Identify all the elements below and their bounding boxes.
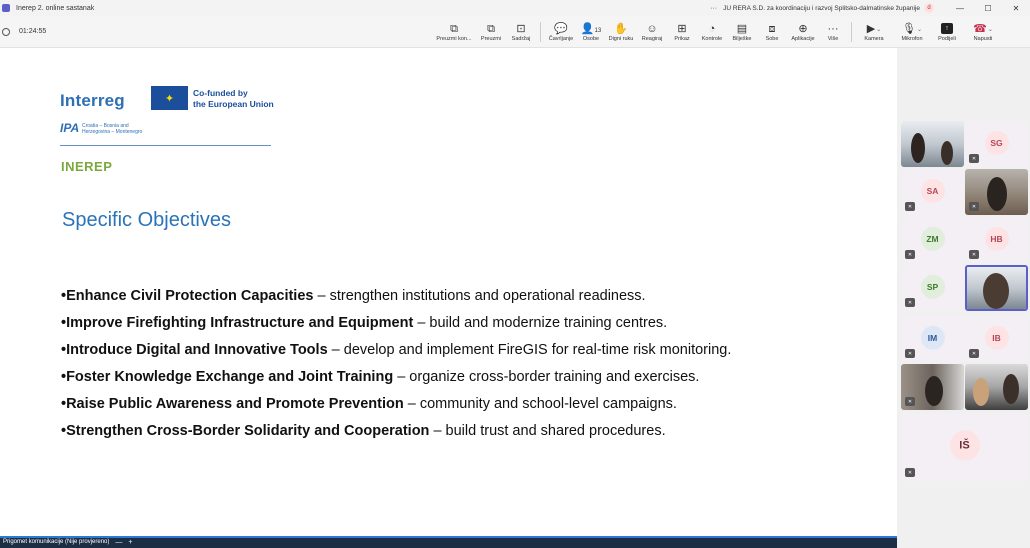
button-label: Više <box>827 35 839 42</box>
chat-icon: 💬 <box>554 22 568 35</box>
mic-muted-icon: ✕ <box>969 349 979 358</box>
user-avatar[interactable]: d <box>924 3 934 13</box>
hang-up-icon: ☎ <box>973 22 987 35</box>
sharing-bar <box>0 536 897 548</box>
chevron-down-icon[interactable]: ⌄ <box>987 26 993 33</box>
maximize-button[interactable]: ☐ <box>984 3 992 13</box>
button-label: Osobe <box>582 35 600 42</box>
notes-icon: ▤ <box>736 22 748 35</box>
button-label: Preuzmi <box>480 35 502 42</box>
chevron-down-icon[interactable]: ⌄ <box>876 26 882 33</box>
participant-video <box>941 141 953 165</box>
mic-muted-icon: ✕ <box>905 298 915 307</box>
participant-video <box>987 177 1007 211</box>
button-label: Mikrofon <box>901 35 923 42</box>
take-control-button[interactable] <box>432 17 476 47</box>
mic-muted-icon: ✕ <box>905 397 915 406</box>
avatar: ZM <box>921 227 945 251</box>
apps-button[interactable] <box>787 17 819 47</box>
close-button[interactable]: ✕ <box>1012 3 1020 13</box>
avatar: SG <box>985 131 1009 155</box>
ipa-logo: IPA <box>60 121 80 135</box>
title-bar <box>0 0 1030 16</box>
apps-icon: ⊕ <box>798 22 808 35</box>
list-item: •Improve Firefighting Infrastructure and Equipment – build and modernize training centres. <box>61 315 668 331</box>
avatar: SP <box>921 275 945 299</box>
react-button[interactable] <box>637 17 667 47</box>
content-icon: ⊡ <box>516 22 526 35</box>
microphone-button[interactable] <box>892 17 932 47</box>
button-label: Prikaz <box>674 35 690 42</box>
avatar: HB <box>985 227 1009 251</box>
teams-icon <box>2 4 10 12</box>
mic-muted-icon: ✕ <box>969 250 979 259</box>
logo-divider <box>60 145 271 146</box>
toolbar-divider <box>851 22 852 42</box>
minimize-button[interactable]: — <box>956 3 964 13</box>
participant-tile[interactable] <box>901 265 964 311</box>
rooms-icon: ⧈ <box>768 22 776 35</box>
button-label: Sadržaj <box>511 35 531 42</box>
interreg-logo: Interreg <box>60 91 125 110</box>
meeting-toolbar <box>0 16 1030 48</box>
active-speaker-tile[interactable] <box>965 265 1028 311</box>
participant-tile[interactable] <box>965 316 1028 362</box>
slide-heading: Specific Objectives <box>62 209 231 231</box>
avatar: SA <box>921 179 945 203</box>
participant-video <box>911 133 925 163</box>
avatar: IM <box>921 326 945 350</box>
mic-muted-icon: ✕ <box>905 202 915 211</box>
camera-off-icon: ▶ <box>866 22 876 35</box>
list-item: •Strengthen Cross-Border Solidarity and Cooperation – build trust and shared procedures. <box>61 423 666 439</box>
participant-tile[interactable] <box>901 217 964 263</box>
take-control-icon: ⧉ <box>450 22 458 35</box>
mic-muted-icon: ✕ <box>905 250 915 259</box>
video-tile[interactable] <box>965 364 1028 410</box>
mic-muted-icon: ✕ <box>905 349 915 358</box>
leave-button[interactable] <box>962 17 1004 47</box>
video-tile[interactable] <box>901 121 964 167</box>
view-icon: ⊞ <box>677 22 687 35</box>
more-icon: ··· <box>827 22 839 35</box>
chevron-down-icon[interactable]: ⌄ <box>916 26 922 33</box>
video-tile[interactable] <box>901 364 964 410</box>
sharing-label: Prigomet komunikacije (Nije provjereno) <box>3 539 110 545</box>
participant-tile[interactable] <box>901 316 964 362</box>
zoom-out-button[interactable]: — <box>115 538 123 546</box>
share-icon: ↑ <box>941 23 953 34</box>
meeting-timer <box>2 28 422 36</box>
list-item: •Foster Knowledge Exchange and Joint Training – organize cross-border training and exercises. <box>61 369 700 385</box>
list-item: •Enhance Civil Protection Capacities – strengthen institutions and operational readiness. <box>61 288 646 304</box>
avatar: IŠ <box>950 431 980 461</box>
more-options-icon[interactable]: ··· <box>710 4 718 12</box>
button-label: Podijeli <box>938 35 956 42</box>
notes-button[interactable] <box>727 17 757 47</box>
list-item: •Raise Public Awareness and Promote Prevention – community and school-level campaigns. <box>61 396 677 412</box>
microphone-off-icon: 🎙 <box>902 22 916 35</box>
ipa-countries: Croatia – Bosnia and Herzegovina – Montenegro <box>82 123 143 135</box>
rooms-button[interactable] <box>757 17 787 47</box>
mic-muted-icon: ✕ <box>969 202 979 211</box>
mic-muted-icon: ✕ <box>905 468 915 477</box>
view-button[interactable] <box>667 17 697 47</box>
participant-tile[interactable] <box>965 217 1028 263</box>
camera-button[interactable] <box>856 17 892 47</box>
chat-button[interactable] <box>545 17 577 47</box>
objectives-list <box>61 287 731 449</box>
button-label: Bilješke <box>732 35 752 42</box>
button-label: Aplikacije <box>791 35 815 42</box>
participant-tile[interactable] <box>965 121 1028 167</box>
take-over-button[interactable] <box>476 17 506 47</box>
participant-video <box>925 376 943 406</box>
participant-video <box>1003 374 1019 404</box>
raise-hand-icon: ✋ <box>614 22 628 35</box>
button-label: Reagiraj <box>641 35 663 42</box>
mic-muted-icon: ✕ <box>969 154 979 163</box>
button-label: Kamera <box>864 35 884 42</box>
button-label: Preuzmi kon... <box>436 35 472 42</box>
take-over-icon: ⧉ <box>487 22 495 35</box>
sharing-indicator <box>0 536 897 538</box>
raise-hand-button[interactable] <box>605 17 637 47</box>
shield-icon <box>2 28 10 36</box>
button-label: Digni ruku <box>608 35 634 42</box>
more-button[interactable] <box>819 17 847 47</box>
react-icon: ☺ <box>646 22 658 35</box>
participant-count: 13 <box>594 27 602 34</box>
participant-tile[interactable] <box>901 169 964 215</box>
participant-gallery <box>897 48 1030 548</box>
content-button[interactable] <box>506 17 536 47</box>
project-name: INEREP <box>61 159 113 174</box>
elapsed-time: 01:24:55 <box>19 28 47 35</box>
organization-name: JU RERA S.D. za koordinaciju i razvoj Splitsko-dalmatinske županije <box>723 4 920 12</box>
zoom-in-button[interactable]: + <box>128 538 133 546</box>
people-icon: 👤 <box>580 22 595 35</box>
participant-video <box>973 378 989 406</box>
shared-slide <box>0 48 897 536</box>
people-button[interactable] <box>577 17 605 47</box>
toolbar-divider <box>540 22 541 42</box>
window-title: Inerep 2. online sastanak <box>16 4 95 12</box>
button-label: Napusti <box>973 35 993 42</box>
button-label: Čavrljanje <box>548 35 574 42</box>
button-label: Kontrole <box>701 35 723 42</box>
video-tile[interactable] <box>965 169 1028 215</box>
share-button[interactable] <box>932 17 962 47</box>
cofunded-text: Co-funded by the European Union <box>193 88 274 109</box>
list-item: •Introduce Digital and Innovative Tools – develop and implement FireGIS for real-time risk monitoring. <box>61 342 732 358</box>
eu-flag-icon: ✦ <box>151 86 188 110</box>
participant-tile[interactable] <box>901 413 1028 481</box>
button-label: Sobe <box>765 35 779 42</box>
controls-button[interactable] <box>697 17 727 47</box>
controls-icon: ◔ <box>708 22 716 35</box>
avatar: IB <box>985 326 1009 350</box>
participant-video <box>983 273 1009 309</box>
